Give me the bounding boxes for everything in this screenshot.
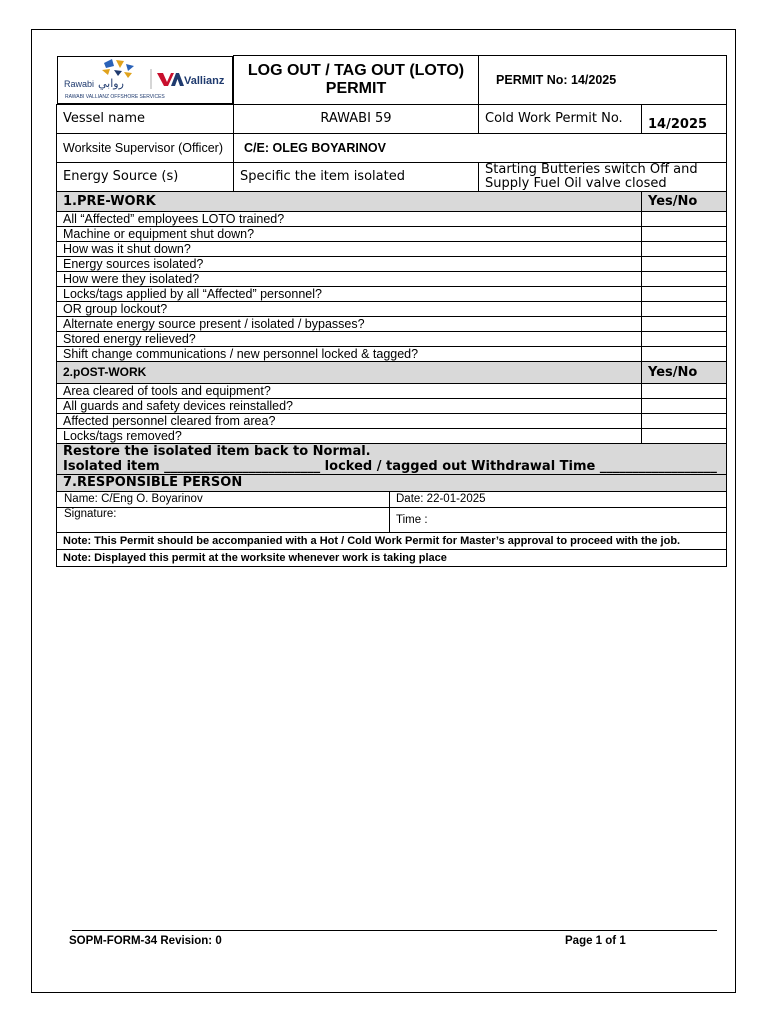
pre-work-question: OR group lockout? xyxy=(57,301,642,316)
energy-source-label: Energy Source (s) xyxy=(57,162,234,191)
vallianz-logo-text: Vallianz xyxy=(183,74,224,87)
pre-work-answer[interactable] xyxy=(642,331,727,346)
pre-work-question: How was it shut down? xyxy=(57,241,642,256)
pre-work-answer[interactable] xyxy=(642,226,727,241)
post-work-answer[interactable] xyxy=(642,383,727,398)
responsible-person-heading: 7.RESPONSIBLE PERSON xyxy=(57,474,727,491)
pre-work-answer[interactable] xyxy=(642,286,727,301)
company-logo xyxy=(57,56,234,104)
footer-divider xyxy=(72,930,717,931)
pre-work-answer[interactable] xyxy=(642,346,727,361)
supervisor-label: Worksite Supervisor (Officer) xyxy=(57,133,234,162)
post-work-answer[interactable] xyxy=(642,398,727,413)
signature-field[interactable]: Signature: xyxy=(57,507,390,532)
pre-work-answer[interactable] xyxy=(642,301,727,316)
loto-permit-form xyxy=(56,55,727,567)
cold-work-permit-label: Cold Work Permit No. xyxy=(479,104,642,133)
pre-work-question: Machine or equipment shut down? xyxy=(57,226,642,241)
form-revision: SOPM-FORM-34 Revision: 0 xyxy=(69,935,222,947)
post-work-question: Area cleared of tools and equipment? xyxy=(57,383,642,398)
form-title: LOG OUT / TAG OUT (LOTO) PERMIT xyxy=(234,56,479,105)
pre-work-question: Shift change communications / new personnel locked & tagged? xyxy=(57,346,642,361)
post-work-question: Locks/tags removed? xyxy=(57,428,642,443)
pre-work-question: Locks/tags applied by all “Affected” personnel? xyxy=(57,286,642,301)
pre-work-answer[interactable] xyxy=(642,241,727,256)
post-work-heading: 2.pOST-WORK xyxy=(57,361,642,383)
post-work-answer[interactable] xyxy=(642,428,727,443)
pre-work-question: Alternate energy source present / isolated / bypasses? xyxy=(57,316,642,331)
post-work-yesno-header: Yes/No xyxy=(642,361,727,383)
pre-work-answer[interactable] xyxy=(642,271,727,286)
pre-work-answer[interactable] xyxy=(642,211,727,226)
specific-item-label: Specific the item isolated xyxy=(234,162,479,191)
rawabi-logo-text: Rawabi xyxy=(63,78,94,89)
pre-work-question: All “Affected” employees LOTO trained? xyxy=(57,211,642,226)
rawabi-arabic-text: روابي xyxy=(97,76,124,90)
energy-source-value: Starting Butteries switch Off and Supply Fuel Oil valve closed xyxy=(479,162,727,191)
note-display-permit: Note: Displayed this permit at the worksite whenever work is taking place xyxy=(57,549,727,566)
pre-work-question: How were they isolated? xyxy=(57,271,642,286)
logo-tagline: RAWABI VALLIANZ OFFSHORE SERVICES xyxy=(64,93,165,100)
restore-section xyxy=(57,443,727,474)
responsible-date: Date: 22-01-2025 xyxy=(390,491,727,507)
restore-line-1: Restore the isolated item back to Normal. xyxy=(63,443,371,459)
pre-work-answer[interactable] xyxy=(642,256,727,271)
pre-work-yesno-header: Yes/No xyxy=(642,191,727,211)
supervisor-value: C/E: OLEG BOYARINOV xyxy=(234,133,727,162)
time-field[interactable]: Time : xyxy=(390,507,727,532)
restore-line-2: Isolated item ________________________ locked / tagged out Withdrawal Time __________________ xyxy=(63,458,717,474)
pre-work-question: Energy sources isolated? xyxy=(57,256,642,271)
page-number: Page 1 of 1 xyxy=(565,935,626,947)
pre-work-answer[interactable] xyxy=(642,316,727,331)
note-accompany-permit: Note: This Permit should be accompanied with a Hot / Cold Work Permit for Master’s approval to proceed with the job. xyxy=(57,532,727,549)
vessel-name-value: RAWABI 59 xyxy=(234,104,479,133)
pre-work-heading: 1.PRE-WORK xyxy=(57,191,642,211)
post-work-answer[interactable] xyxy=(642,413,727,428)
responsible-name: Name: C/Eng O. Boyarinov xyxy=(57,491,390,507)
vessel-name-label: Vessel name xyxy=(57,104,234,133)
post-work-question: All guards and safety devices reinstalled? xyxy=(57,398,642,413)
cold-work-permit-value: 14/2025 xyxy=(642,104,727,133)
permit-number: PERMIT No: 14/2025 xyxy=(479,56,727,105)
pre-work-question: Stored energy relieved? xyxy=(57,331,642,346)
post-work-question: Affected personnel cleared from area? xyxy=(57,413,642,428)
rawabi-vallianz-logo-icon xyxy=(58,57,234,103)
